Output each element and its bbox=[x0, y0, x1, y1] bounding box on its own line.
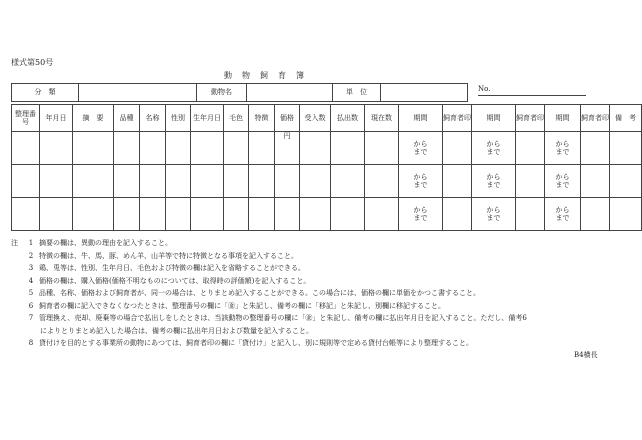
period-cell[interactable]: から まで bbox=[399, 198, 443, 231]
header-sex: 性別 bbox=[166, 105, 191, 132]
period-cell[interactable]: から まで bbox=[399, 132, 443, 165]
header-breed: 品種 bbox=[114, 105, 140, 132]
header-current: 現在数 bbox=[365, 105, 399, 132]
price-unit: 円 bbox=[283, 132, 291, 140]
header-features: 特徴 bbox=[249, 105, 275, 132]
period-cell[interactable]: から まで bbox=[545, 198, 581, 231]
header-summary: 摘 要 bbox=[73, 105, 114, 132]
notes-label: 注 bbox=[11, 239, 18, 247]
note-item-continuation: によりとりまとめ記入した場合は、備考の欄に払出年月日および数量を記入すること。 bbox=[40, 326, 313, 335]
category-label: 分 類 bbox=[12, 84, 79, 102]
note-item: 4 価格の欄は、購入価格(価格不明なものについては、取得時の評価額)を記入すること。 bbox=[28, 276, 311, 285]
header-name: 名称 bbox=[140, 105, 166, 132]
animal-name-label: 動物名 bbox=[197, 84, 247, 102]
no-underline bbox=[478, 95, 586, 96]
period-cell[interactable]: から まで bbox=[545, 165, 581, 198]
header-received: 受入数 bbox=[300, 105, 331, 132]
meta-row bbox=[11, 83, 468, 102]
paper-size-label: B4横長 bbox=[574, 351, 598, 359]
table-header-row bbox=[12, 105, 642, 132]
header-keeper-seal-1: 飼育者印 bbox=[443, 105, 472, 132]
header-period-2: 期間 bbox=[472, 105, 516, 132]
header-period-3: 期間 bbox=[545, 105, 581, 132]
period-cell[interactable]: から まで bbox=[472, 132, 516, 165]
note-item: 5 品種、名称、価格および飼育者が、同一の場合は、とりまとめ記入することができる。この場合には、価格の欄に単価をかつこ書すること。 bbox=[28, 289, 480, 297]
header-date: 年月日 bbox=[40, 105, 73, 132]
period-cell[interactable]: から まで bbox=[399, 165, 443, 198]
header-disbursed: 払出数 bbox=[331, 105, 365, 132]
table-row bbox=[12, 198, 642, 231]
header-remarks: 備 考 bbox=[610, 105, 642, 132]
page-title: 動 物 飼 育 簿 bbox=[224, 71, 305, 80]
unit-label: 単 位 bbox=[333, 84, 381, 102]
header-coat-color: 毛色 bbox=[224, 105, 249, 132]
header-price: 価格 bbox=[275, 105, 300, 132]
ledger-table bbox=[11, 104, 642, 231]
note-item: 注 1 摘要の欄は、異動の理由を記入すること。 bbox=[11, 237, 621, 250]
header-period-1: 期間 bbox=[399, 105, 443, 132]
price-cell[interactable] bbox=[275, 132, 300, 165]
note-item: 3 鶏、兎等は、性別、生年月日、毛色および特徴の欄は記入を省略することができる。 bbox=[28, 264, 305, 272]
notes-section bbox=[11, 237, 621, 350]
unit-value[interactable] bbox=[381, 84, 468, 102]
note-item: 8 貸付けを目的とする事業所の動物にあつては、飼育者印の欄に「貸付け」と記入し、別に規則等で定める貸付台帳等により整理すること。 bbox=[28, 339, 473, 347]
period-cell[interactable]: から まで bbox=[472, 165, 516, 198]
header-serial-number: 整理番号 bbox=[12, 105, 40, 132]
period-cell[interactable]: から まで bbox=[545, 132, 581, 165]
note-item: 6 飼育者の欄に記入できなくなつたときは、整理番号の欄に「㊎」と朱記し、備考の欄に「移記」と朱記し、別欄に移記すること。 bbox=[28, 301, 445, 310]
table-row bbox=[12, 132, 642, 165]
period-cell[interactable]: から まで bbox=[472, 198, 516, 231]
category-value[interactable] bbox=[79, 84, 197, 102]
no-label: No. bbox=[478, 85, 491, 93]
header-birth-date: 生年月日 bbox=[191, 105, 224, 132]
form-number: 様式第50号 bbox=[11, 58, 54, 67]
header-keeper-seal-2: 飼育者印 bbox=[516, 105, 545, 132]
note-item: 7 管理換え、売却、廃棄等の場合で払出しをしたときは、当該動物の整理番号の欄に「㊎」と朱記し、備考の欄に払出年月日を記入すること。ただし、備考6 bbox=[28, 314, 527, 322]
note-item: 2 特徴の欄は、牛、馬、豚、めん羊、山羊等で特に特徴となる事項を記入すること。 bbox=[28, 251, 298, 260]
table-row bbox=[12, 165, 642, 198]
animal-name-value[interactable] bbox=[247, 84, 333, 102]
header-keeper-seal-3: 飼育者印 bbox=[581, 105, 610, 132]
